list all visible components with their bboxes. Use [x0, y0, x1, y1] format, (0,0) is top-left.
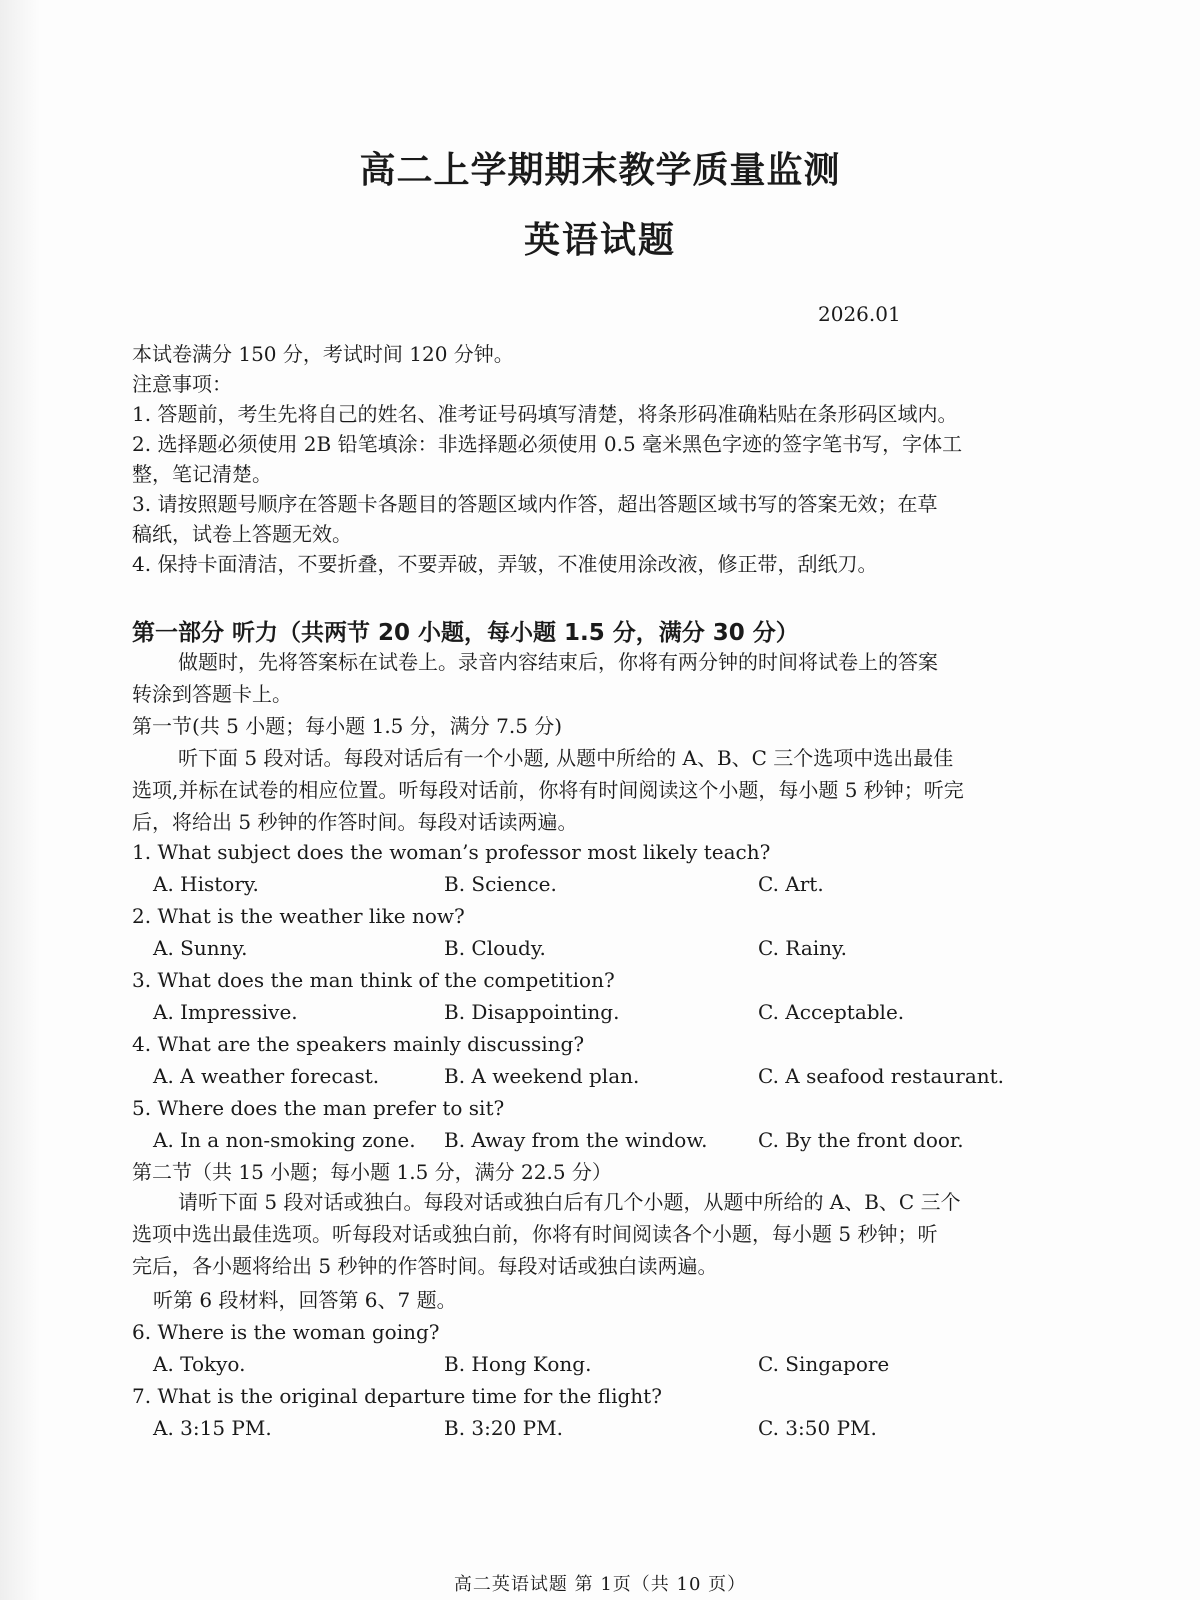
option-c: C. Rainy.	[758, 936, 848, 960]
exam-info: 本试卷满分 150 分，考试时间 120 分钟。	[132, 342, 514, 366]
notice-rule: 2. 选择题必须使用 2B 铅笔填涂：非选择题必须使用 0.5 毫米黑色字迹的签字笔书写，字体工	[132, 432, 963, 456]
exam-date: 2026.01	[818, 302, 901, 326]
option-b: B. Away from the window.	[444, 1128, 708, 1152]
part1-title: 第一部分 听力（共两节 20 小题，每小题 1.5 分，满分 30 分）	[132, 620, 799, 646]
section1-title: 第一节(共 5 小题；每小题 1.5 分，满分 7.5 分)	[132, 714, 563, 738]
option-b: B. Hong Kong.	[444, 1352, 592, 1376]
option-b: B. 3:20 PM.	[444, 1416, 563, 1440]
option-a: A. A weather forecast.	[153, 1064, 380, 1088]
question-stem: 2. What is the weather like now?	[132, 904, 465, 928]
option-b: B. Science.	[444, 872, 557, 896]
section2-instruction: 请听下面 5 段对话或独白。每段对话或独白后有几个小题，从题中所给的 A、B、C 三个	[178, 1190, 961, 1214]
notice-label: 注意事项：	[132, 372, 232, 396]
notice-rule: 1. 答题前，考生先将自己的姓名、准考证号码填写清楚，将条形码准确粘贴在条形码区域内。	[132, 402, 958, 426]
option-b: B. Disappointing.	[444, 1000, 620, 1024]
option-c: C. A seafood restaurant.	[758, 1064, 1005, 1088]
option-a: A. Impressive.	[153, 1000, 298, 1024]
question-stem: 3. What does the man think of the competition?	[132, 968, 615, 992]
option-c: C. By the front door.	[758, 1128, 964, 1152]
page-footer: 高二英语试题 第 1页（共 10 页）	[453, 1574, 747, 1595]
section2-instruction: 选项中选出最佳选项。听每段对话或独白前，你将有时间阅读各个小题，每小题 5 秒钟；听	[132, 1222, 938, 1246]
option-c: C. Art.	[758, 872, 824, 896]
option-a: A. 3:15 PM.	[153, 1416, 272, 1440]
option-a: A. Sunny.	[153, 936, 248, 960]
question-stem: 7. What is the original departure time for the flight?	[132, 1384, 662, 1408]
notice-rule: 4. 保持卡面清洁，不要折叠，不要弄破，弄皱，不准使用涂改液，修正带，刮纸刀。	[132, 552, 878, 576]
notice-rule: 整，笔记清楚。	[132, 462, 272, 486]
option-a: A. In a non-smoking zone.	[153, 1128, 416, 1152]
question-stem: 1. What subject does the woman’s professor most likely teach?	[132, 840, 771, 864]
option-c: C. Acceptable.	[758, 1000, 905, 1024]
part1-instruction: 转涂到答题卡上。	[132, 682, 292, 706]
option-c: C. Singapore	[758, 1352, 890, 1376]
exam-subtitle: 英语试题	[523, 220, 676, 261]
section1-instruction: 选项,并标在试卷的相应位置。听每段对话前，你将有时间阅读这个小题，每小题 5 秒钟；听完	[132, 778, 964, 802]
notice-rule: 稿纸，试卷上答题无效。	[132, 522, 352, 546]
option-b: B. A weekend plan.	[444, 1064, 640, 1088]
question-stem: 4. What are the speakers mainly discussing?	[132, 1032, 585, 1056]
question-stem: 5. Where does the man prefer to sit?	[132, 1096, 505, 1120]
exam-title: 高二上学期期末教学质量监测	[359, 150, 841, 191]
section2-instruction: 完后，各小题将给出 5 秒钟的作答时间。每段对话或独白读两遍。	[132, 1254, 718, 1278]
section2-title: 第二节（共 15 小题；每小题 1.5 分，满分 22.5 分）	[132, 1160, 612, 1184]
option-b: B. Cloudy.	[444, 936, 546, 960]
material-note: 听第 6 段材料，回答第 6、7 题。	[153, 1288, 457, 1312]
option-a: A. History.	[153, 872, 259, 896]
section1-instruction: 后，将给出 5 秒钟的作答时间。每段对话读两遍。	[132, 810, 578, 834]
option-a: A. Tokyo.	[153, 1352, 246, 1376]
section1-instruction: 听下面 5 段对话。每段对话后有一个小题, 从题中所给的 A、B、C 三个选项中选出最佳	[178, 746, 954, 770]
question-stem: 6. Where is the woman going?	[132, 1320, 440, 1344]
notice-rule: 3. 请按照题号顺序在答题卡各题目的答题区域内作答，超出答题区域书写的答案无效；在草	[132, 492, 938, 516]
option-c: C. 3:50 PM.	[758, 1416, 877, 1440]
part1-instruction: 做题时，先将答案标在试卷上。录音内容结束后，你将有两分钟的时间将试卷上的答案	[178, 650, 938, 674]
